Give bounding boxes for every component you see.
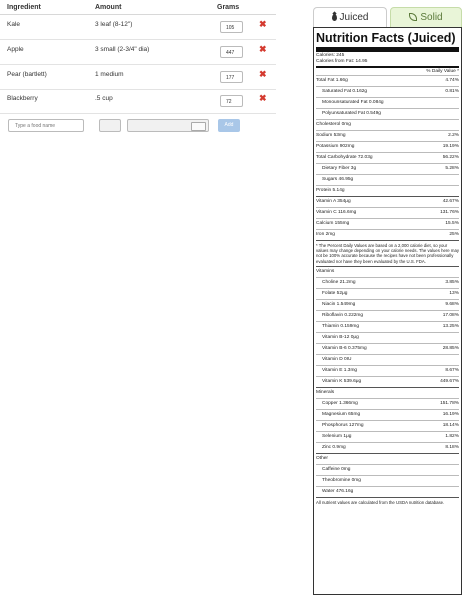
nutrient-row	[316, 97, 459, 108]
ingredient-row	[0, 40, 276, 65]
nutrient-row	[316, 354, 459, 365]
nutrient-percent: 13%	[449, 290, 459, 296]
nutrient-percent: 8.67%	[445, 367, 459, 373]
grams-input[interactable]: 177	[220, 71, 243, 83]
nutrient-row	[316, 420, 459, 431]
ingredient-name: Blackberry	[7, 95, 38, 102]
nutrient-percent: 131.76%	[440, 210, 459, 215]
nutrient-label: Water 476.16g	[322, 488, 354, 494]
nutrient-percent: 13.25%	[442, 323, 459, 329]
nutrient-percent: 8.18%	[445, 444, 459, 450]
ingredient-amount: .5 cup	[95, 95, 113, 102]
add-button[interactable]: Add	[218, 119, 240, 132]
nutrient-percent: 15.5%	[445, 221, 459, 226]
nutrient-row	[316, 277, 459, 288]
nutrient-row	[316, 310, 459, 321]
nutrient-row	[316, 464, 459, 475]
nutrient-row	[316, 442, 459, 453]
tab-juiced[interactable]	[313, 7, 387, 27]
delete-icon[interactable]: ✖	[259, 44, 267, 54]
calories: Calories: 245	[316, 53, 345, 58]
nutrient-row	[316, 108, 459, 119]
nutrient-label: Total Fat 1.66g	[316, 78, 348, 83]
nutrient-label: Vitamin K 539.6μg	[322, 378, 362, 384]
nutrient-label: Vitamin C 116.6mg	[316, 210, 357, 215]
nutrient-label: Zinc 0.9mg	[322, 444, 346, 450]
food-name-input[interactable]	[8, 119, 84, 132]
nutrient-percent: 2.2%	[448, 133, 459, 138]
nutrient-percent: 56.22%	[442, 155, 459, 160]
nutrient-label: Saturated Fat 0.162g	[322, 89, 368, 94]
nutrient-label: Iron 2mg	[316, 232, 335, 237]
nutrition-panel	[312, 0, 463, 598]
nutrient-percent: 17.08%	[442, 312, 459, 318]
nutrient-percent: 151.78%	[440, 400, 459, 406]
nutrient-label: Vitamin A 354μg	[316, 199, 351, 204]
nutrient-row	[316, 152, 459, 163]
divider	[316, 66, 459, 68]
nutrient-row	[316, 141, 459, 152]
tab-solid[interactable]	[390, 7, 462, 28]
nutrient-row	[316, 207, 459, 218]
nutrient-list	[316, 75, 459, 240]
grams-input[interactable]: 72	[220, 95, 243, 107]
nutrient-label: Magnesium 65mg	[322, 411, 361, 417]
nutrient-row	[316, 398, 459, 409]
nutrient-row	[316, 196, 459, 207]
ingredient-name: Kale	[7, 21, 21, 28]
nutrient-percent: 28.85%	[442, 345, 459, 351]
delete-icon[interactable]: ✖	[259, 19, 267, 29]
nutrient-row	[316, 475, 459, 486]
nutrient-row	[316, 119, 459, 130]
nutrient-percent: 4.74%	[445, 78, 459, 83]
ingredient-row	[0, 89, 276, 114]
nutrient-row	[316, 288, 459, 299]
nutrient-percent: 9.68%	[445, 301, 459, 307]
nutrient-percent: 16.19%	[442, 411, 459, 417]
nutrient-row	[316, 218, 459, 229]
nutrient-label: Sodium 53mg	[316, 133, 346, 138]
footnote: * The Percent Daily Values are based on a 2,000 calorie diet, so your values may change depending on your calorie needs. The values here may not be 100% accurate because the recipes have not been professionally evaluated nor have they been evaluated by the U.S. FDA.	[316, 240, 459, 266]
nutrient-label: Dietary Fiber 3g	[322, 166, 357, 171]
drop-icon	[332, 14, 337, 21]
calories-from-fat: Calories from Fat: 14.95	[316, 59, 368, 64]
amount-header: Amount	[95, 4, 122, 11]
ingredient-name: Pear (bartlett)	[7, 71, 47, 78]
ingredient-amount: 1 medium	[95, 71, 124, 78]
nutrient-row	[316, 130, 459, 141]
nutrient-label: Vitamin B-6 0.375mg	[322, 345, 367, 351]
nutrient-row	[316, 376, 459, 387]
grams-header: Grams	[217, 4, 240, 11]
ingredient-row	[0, 15, 276, 40]
grams-input[interactable]: 105	[220, 21, 243, 33]
final-note: All nutrient values are calculated from the USDA nutrition database.	[316, 497, 459, 507]
section-heading: Other	[316, 453, 459, 464]
delete-icon[interactable]: ✖	[259, 69, 267, 79]
ingredient-header: Ingredient	[7, 4, 41, 11]
section-heading: Minerals	[316, 387, 459, 398]
nutrient-label: Protein 5.14g	[316, 188, 345, 193]
ingredient-amount: 3 small (2-3/4" dia)	[95, 46, 150, 53]
nutrient-percent: 19.19%	[442, 144, 459, 149]
nutrient-row	[316, 75, 459, 86]
nutrient-percent: 1.82%	[445, 433, 459, 439]
nutrient-row	[316, 409, 459, 420]
nutrient-percent: 3.85%	[445, 279, 459, 285]
nutrient-percent: 25%	[449, 232, 459, 237]
nutrient-label: Folate 52μg	[322, 290, 348, 296]
nutrient-row	[316, 431, 459, 442]
nutrient-label: Calcium 155mg	[316, 221, 350, 226]
leaf-icon	[409, 13, 417, 21]
nutrient-percent: 5.28%	[445, 166, 459, 171]
nutrient-row	[316, 163, 459, 174]
nutrient-label: Selenium 1μg	[322, 433, 352, 439]
add-food-row	[0, 118, 276, 136]
nutrient-row	[316, 185, 459, 196]
ingredient-name: Apple	[7, 46, 24, 53]
delete-icon[interactable]: ✖	[259, 93, 267, 103]
nutrient-row	[316, 86, 459, 97]
nutrient-percent: 0.81%	[445, 89, 459, 94]
ingredient-amount: 3 leaf (8-12")	[95, 21, 133, 28]
nutrient-label: Copper 1.366mg	[322, 400, 358, 406]
nutrient-label: Thiamin 0.159mg	[322, 323, 360, 329]
grams-input[interactable]: 447	[220, 46, 243, 58]
nutrient-row	[316, 229, 459, 240]
nutrient-label: Polyunsaturated Fat 0.549g	[322, 111, 381, 116]
nutrient-row	[316, 486, 459, 497]
view-tabs	[312, 7, 463, 27]
unit-select[interactable]	[127, 119, 209, 132]
nutrient-label: Total Carbohydrate 72.03g	[316, 155, 373, 160]
daily-value-header: % Daily Value *	[426, 69, 459, 74]
nutrient-label: Riboflavin 0.222mg	[322, 312, 364, 318]
nutrient-label: Choline 21.2mg	[322, 279, 356, 285]
nutrient-label: Vitamin B-12 0μg	[322, 334, 359, 340]
nutrition-facts-label	[313, 27, 462, 595]
nutrient-label: Vitamin D 0IU	[322, 356, 352, 362]
nutrient-row	[316, 343, 459, 354]
facts-title: Nutrition Facts (Juiced)	[316, 31, 456, 45]
nutrient-label: Monounsaturated Fat 0.084g	[322, 100, 384, 105]
nutrient-label: Theobromine 0mg	[322, 477, 361, 483]
nutrient-row	[316, 321, 459, 332]
dropdown-arrow-icon	[191, 122, 206, 131]
nutrient-label: Niacin 1.549mg	[322, 301, 356, 307]
nutrient-label: Sugars 46.95g	[322, 177, 354, 182]
nutrient-label: Vitamin E 1.3mg	[322, 367, 358, 373]
divider	[316, 47, 459, 52]
nutrient-row	[316, 332, 459, 343]
nutrient-percent: 42.67%	[442, 199, 459, 204]
nutrient-label: Caffeine 0mg	[322, 466, 351, 472]
nutrient-label: Cholesterol 0mg	[316, 122, 351, 127]
section-heading: Vitamins	[316, 266, 459, 277]
nutrient-percent: 449.67%	[440, 378, 459, 384]
tab-solid-label: Solid	[420, 12, 443, 23]
nutrient-row	[316, 174, 459, 185]
quantity-input[interactable]	[99, 119, 121, 132]
nutrient-sections	[316, 266, 459, 497]
nutrient-label: Potassium 902mg	[316, 144, 355, 149]
nutrient-row	[316, 365, 459, 376]
nutrient-percent: 18.14%	[442, 422, 459, 428]
nutrient-row	[316, 299, 459, 310]
ingredient-row	[0, 65, 276, 90]
tab-juiced-label: Juiced	[339, 12, 369, 23]
nutrient-label: Phosphorus 127mg	[322, 422, 364, 428]
